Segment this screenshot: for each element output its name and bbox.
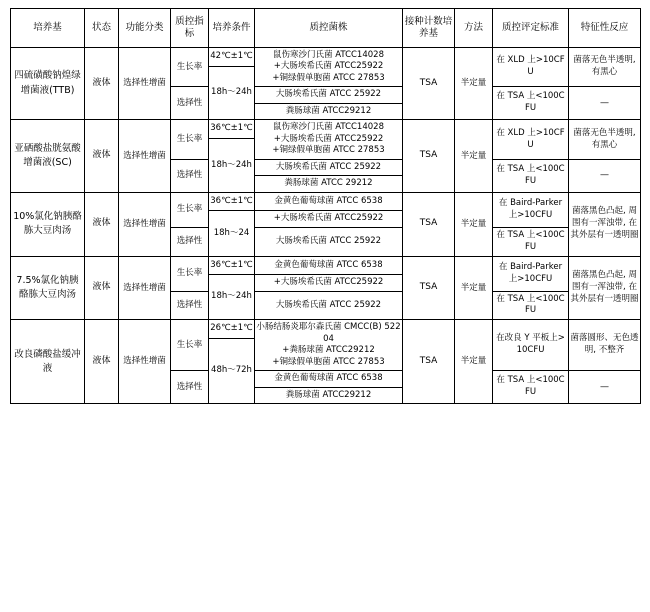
cell-index-growth: 生长率 [171, 256, 209, 291]
cell-reaction-growth: 菌落无色半透明, 有黑心 [569, 48, 641, 87]
table-row [11, 256, 641, 275]
cell-strain-growth [255, 320, 403, 371]
table-row [11, 192, 641, 211]
strain-line: +铜绿假单胞菌 ATCC 27853 [272, 356, 385, 367]
cell-reaction-growth: 菌落黑色凸起, 周围有一浑浊带, 在其外层有一透明圈 [569, 256, 641, 320]
cell-reaction-selective: — [569, 371, 641, 404]
cell-state: 液体 [85, 320, 119, 404]
cell-index-selective: 选择性 [171, 227, 209, 256]
cell-medium: 改良磷酸盐缓冲液 [11, 320, 85, 404]
cell-index-selective: 选择性 [171, 291, 209, 320]
strain-line: +粪肠球菌 ATCC29212 [282, 345, 375, 356]
cell-criteria-selective: 在 TSA 上<100CFU [493, 291, 569, 320]
cell-strain-growth: 金黄色葡萄球菌 ATCC 6538 [255, 256, 403, 275]
cell-strain-selective: 大肠埃希氏菌 ATCC 25922 [255, 227, 403, 256]
cell-strain-selective: 粪肠球菌 ATCC 29212 [255, 176, 403, 192]
column-header-method: 方法 [455, 9, 493, 48]
cell-condition-time: 18h～24h [209, 66, 255, 120]
strain-line: 鼠伤寒沙门氏菌 ATCC14028 [273, 50, 384, 60]
cell-method: 半定量 [455, 320, 493, 404]
cell-index-growth: 生长率 [171, 320, 209, 371]
column-header-state: 状态 [85, 9, 119, 48]
cell-medium: 10%氯化钠胰酪胨大豆肉汤 [11, 192, 85, 256]
cell-reaction-selective: — [569, 159, 641, 192]
column-header-criteria: 质控评定标准 [493, 9, 569, 48]
cell-criteria-growth: 在 XLD 上>10CFU [493, 120, 569, 159]
cell-medium: 7.5%氯化钠胰酪胨大豆肉汤 [11, 256, 85, 320]
cell-category: 选择性增菌 [119, 48, 171, 120]
cell-category: 选择性增菌 [119, 192, 171, 256]
column-header-index: 质控指标 [171, 9, 209, 48]
cell-condition-temp: 36℃±1℃ [209, 192, 255, 211]
cell-strain-selective: 粪肠球菌 ATCC29212 [255, 387, 403, 403]
cell-reaction-growth: 菌落圆形、无色透明, 不整齐 [569, 320, 641, 371]
table-header-row [11, 9, 641, 48]
cell-strain-selective: 粪肠球菌 ATCC29212 [255, 103, 403, 119]
cell-method: 半定量 [455, 256, 493, 320]
cell-strain-selective: 大肠埃希氏菌 ATCC 25922 [255, 291, 403, 320]
cell-medium: 四硫磺酸钠煌绿增菌液(TTB) [11, 48, 85, 120]
cell-index-selective: 选择性 [171, 371, 209, 404]
cell-medium: 亚硒酸盐胱氨酸增菌液(SC) [11, 120, 85, 192]
strain-line: 鼠伤寒沙门氏菌 ATCC14028 [273, 122, 384, 133]
cell-index-growth: 生长率 [171, 192, 209, 227]
cell-criteria-selective: 在 TSA 上<100CFU [493, 371, 569, 404]
cell-index-growth: 生长率 [171, 120, 209, 159]
quality-control-table [10, 8, 641, 404]
cell-state: 液体 [85, 48, 119, 120]
cell-method: 半定量 [455, 120, 493, 192]
cell-criteria-selective: 在 TSA 上<100CFU [493, 87, 569, 120]
cell-inoculation-medium: TSA [403, 120, 455, 192]
cell-criteria-selective: 在 TSA 上<100CFU [493, 227, 569, 256]
column-header-medium: 培养基 [11, 9, 85, 48]
strain-line: +大肠埃希氏菌 ATCC25922 [273, 61, 384, 72]
cell-inoculation-medium: TSA [403, 320, 455, 404]
cell-category: 选择性增菌 [119, 120, 171, 192]
cell-strain-growth [255, 120, 403, 159]
cell-strain-selective: 大肠埃希氏菌 ATCC 25922 [255, 87, 403, 103]
column-header-reaction: 特征性反应 [569, 9, 641, 48]
cell-strain-growth: +大肠埃希氏菌 ATCC25922 [255, 275, 403, 291]
cell-state: 液体 [85, 256, 119, 320]
cell-condition-temp: 42℃±1℃ [209, 48, 255, 67]
cell-strain-selective: 金黄色葡萄球菌 ATCC 6538 [255, 371, 403, 387]
strain-line: +大肠埃希氏菌 ATCC25922 [273, 133, 384, 144]
cell-condition-time: 18h～24h [209, 138, 255, 192]
column-header-category: 功能分类 [119, 9, 171, 48]
cell-condition-temp: 26℃±1℃ [209, 320, 255, 339]
strain-line: +铜绿假单胞菌 ATCC 27853 [272, 72, 385, 83]
table-body [11, 48, 641, 404]
cell-condition-time: 18h～24h [209, 275, 255, 320]
cell-state: 液体 [85, 192, 119, 256]
strain-line: +铜绿假单胞菌 ATCC 27853 [272, 145, 385, 156]
cell-criteria-growth: 在 Baird-Parker 上>10CFU [493, 192, 569, 227]
column-header-inoculation-medium: 接种计数培养基 [403, 9, 455, 48]
cell-index-selective: 选择性 [171, 87, 209, 120]
strain-line: 小肠结肠炎耶尔森氏菌 CMCC(B) 52204 [256, 322, 401, 344]
cell-criteria-selective: 在 TSA 上<100CFU [493, 159, 569, 192]
cell-category: 选择性增菌 [119, 320, 171, 404]
cell-criteria-growth: 在 XLD 上>10CFU [493, 48, 569, 87]
cell-inoculation-medium: TSA [403, 256, 455, 320]
cell-condition-time: 18h～24 [209, 211, 255, 256]
cell-index-selective: 选择性 [171, 159, 209, 192]
cell-strain-selective: 大肠埃希氏菌 ATCC 25922 [255, 159, 403, 175]
cell-reaction-selective: — [569, 87, 641, 120]
cell-state: 液体 [85, 120, 119, 192]
cell-method: 半定量 [455, 192, 493, 256]
cell-criteria-growth: 在 Baird-Parker 上>10CFU [493, 256, 569, 291]
cell-reaction-growth: 菌落无色半透明, 有黑心 [569, 120, 641, 159]
cell-method: 半定量 [455, 48, 493, 120]
cell-condition-time: 48h～72h [209, 338, 255, 403]
cell-strain-growth [255, 48, 403, 87]
cell-category: 选择性增菌 [119, 256, 171, 320]
cell-reaction-growth: 菌落黑色凸起, 周围有一浑浊带, 在其外层有一透明圈 [569, 192, 641, 256]
cell-strain-growth: 金黄色葡萄球菌 ATCC 6538 [255, 192, 403, 211]
cell-index-growth: 生长率 [171, 48, 209, 87]
column-header-strain: 质控菌株 [255, 9, 403, 48]
cell-strain-growth: +大肠埃希氏菌 ATCC25922 [255, 211, 403, 227]
cell-inoculation-medium: TSA [403, 48, 455, 120]
cell-inoculation-medium: TSA [403, 192, 455, 256]
table-header [11, 9, 641, 48]
cell-condition-temp: 36℃±1℃ [209, 256, 255, 275]
cell-condition-temp: 36℃±1℃ [209, 120, 255, 139]
cell-criteria-growth: 在改良 Y 平板上>10CFU [493, 320, 569, 371]
column-header-condition: 培养条件 [209, 9, 255, 48]
